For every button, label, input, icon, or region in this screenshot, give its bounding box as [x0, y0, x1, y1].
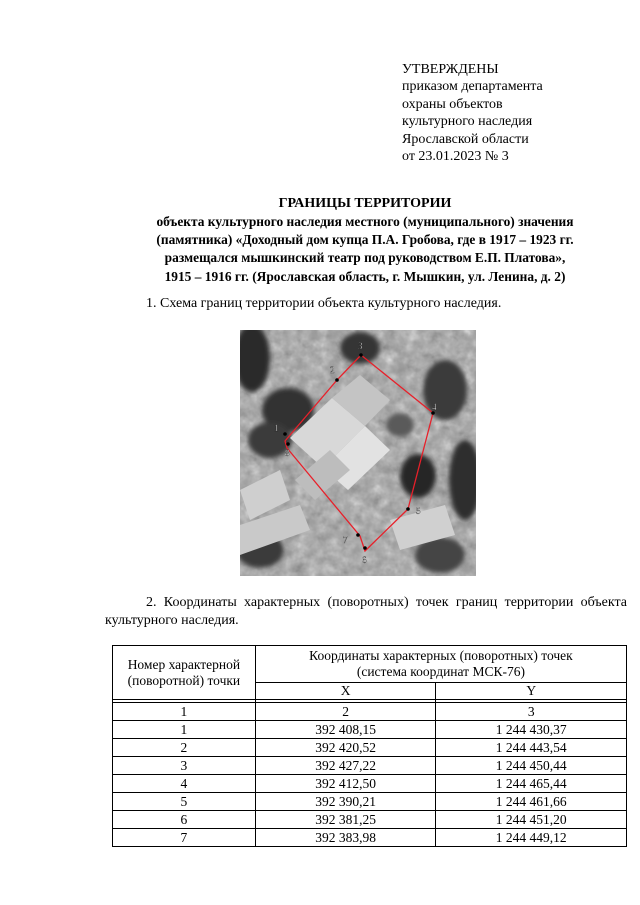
- table-cell: 1: [113, 721, 256, 739]
- approval-line: охраны объектов: [402, 96, 503, 112]
- document-title: [100, 195, 630, 286]
- table-cell: 5: [113, 793, 256, 811]
- approval-line: УТВЕРЖДЕНЫ: [402, 62, 499, 77]
- header-x: X: [255, 683, 436, 700]
- title-line: объекта культурного наследия местного (муниципального) значения: [156, 214, 574, 229]
- table-cell: 392 420,52: [255, 739, 436, 757]
- point-label: 7: [343, 535, 348, 545]
- table-cell: 1 244 450,44: [436, 757, 627, 775]
- point-label: 3: [358, 341, 363, 351]
- table-row: [113, 739, 627, 757]
- table-row: [113, 811, 627, 829]
- point-label: 5: [416, 506, 421, 516]
- point-label: 4: [432, 402, 437, 412]
- table-cell: 392 390,21: [255, 793, 436, 811]
- point-label: 8: [285, 448, 290, 458]
- table-row: [113, 793, 627, 811]
- section-1-heading: 1. Схема границ территории объекта культурного наследия.: [146, 296, 502, 311]
- table-cell: 2: [113, 739, 256, 757]
- table-cell: 1 244 430,37: [436, 721, 627, 739]
- table-cell: 1 244 449,12: [436, 829, 627, 847]
- table-cell: 3: [113, 757, 256, 775]
- title-heading: ГРАНИЦЫ ТЕРРИТОРИИ: [278, 196, 452, 211]
- table-cell: 6: [113, 811, 256, 829]
- table-cell: 1 244 461,66: [436, 793, 627, 811]
- approval-line: культурного наследия: [402, 114, 533, 130]
- table-cell: 4: [113, 775, 256, 793]
- table-index-row: [113, 703, 627, 721]
- table-row: [113, 757, 627, 775]
- table-cell: 1: [113, 703, 256, 721]
- point-label: 6: [362, 555, 367, 565]
- approval-date: от 23.01.2023 № 3: [402, 149, 509, 165]
- title-line: размещался мышкинский театр под руководством Е.П. Платова»,: [164, 250, 566, 266]
- approval-line: Ярославской области: [402, 131, 529, 147]
- boundary-scheme-image: [240, 330, 476, 576]
- table-cell: 392 408,15: [255, 721, 436, 739]
- table-cell: 392 381,25: [255, 811, 436, 829]
- table-cell: 392 427,22: [255, 757, 436, 775]
- table-row: [113, 829, 627, 847]
- section-2-heading: 2. Координаты характерных (поворотных) точек границ территории объекта культурного наследия.: [105, 595, 627, 628]
- approval-line: приказом департамента: [402, 79, 543, 95]
- table-cell: 1 244 451,20: [436, 811, 627, 829]
- header-point-number: Номер характерной (поворотной) точки: [113, 646, 256, 700]
- header-y: Y: [436, 683, 627, 700]
- table-row: [113, 775, 627, 793]
- table-cell: 2: [255, 703, 436, 721]
- approval-block: [402, 61, 543, 165]
- title-line: (памятника) «Доходный дом купца П.А. Гробова, где в 1917 – 1923 гг.: [156, 232, 574, 248]
- coordinates-table: [112, 645, 627, 847]
- title-line: 1915 – 1916 гг. (Ярославская область, г. Мышкин, ул. Ленина, д. 2): [164, 268, 566, 284]
- header-coordinates: Координаты характерных (поворотных) точек (система координат МСК-76): [255, 646, 626, 683]
- table-cell: 392 412,50: [255, 775, 436, 793]
- point-label: 2: [330, 365, 335, 375]
- point-label: 1: [274, 423, 279, 433]
- table-cell: 3: [436, 703, 627, 721]
- table-cell: 1 244 443,54: [436, 739, 627, 757]
- table-cell: 7: [113, 829, 256, 847]
- table-row: [113, 721, 627, 739]
- table-cell: 392 383,98: [255, 829, 436, 847]
- table-cell: 1 244 465,44: [436, 775, 627, 793]
